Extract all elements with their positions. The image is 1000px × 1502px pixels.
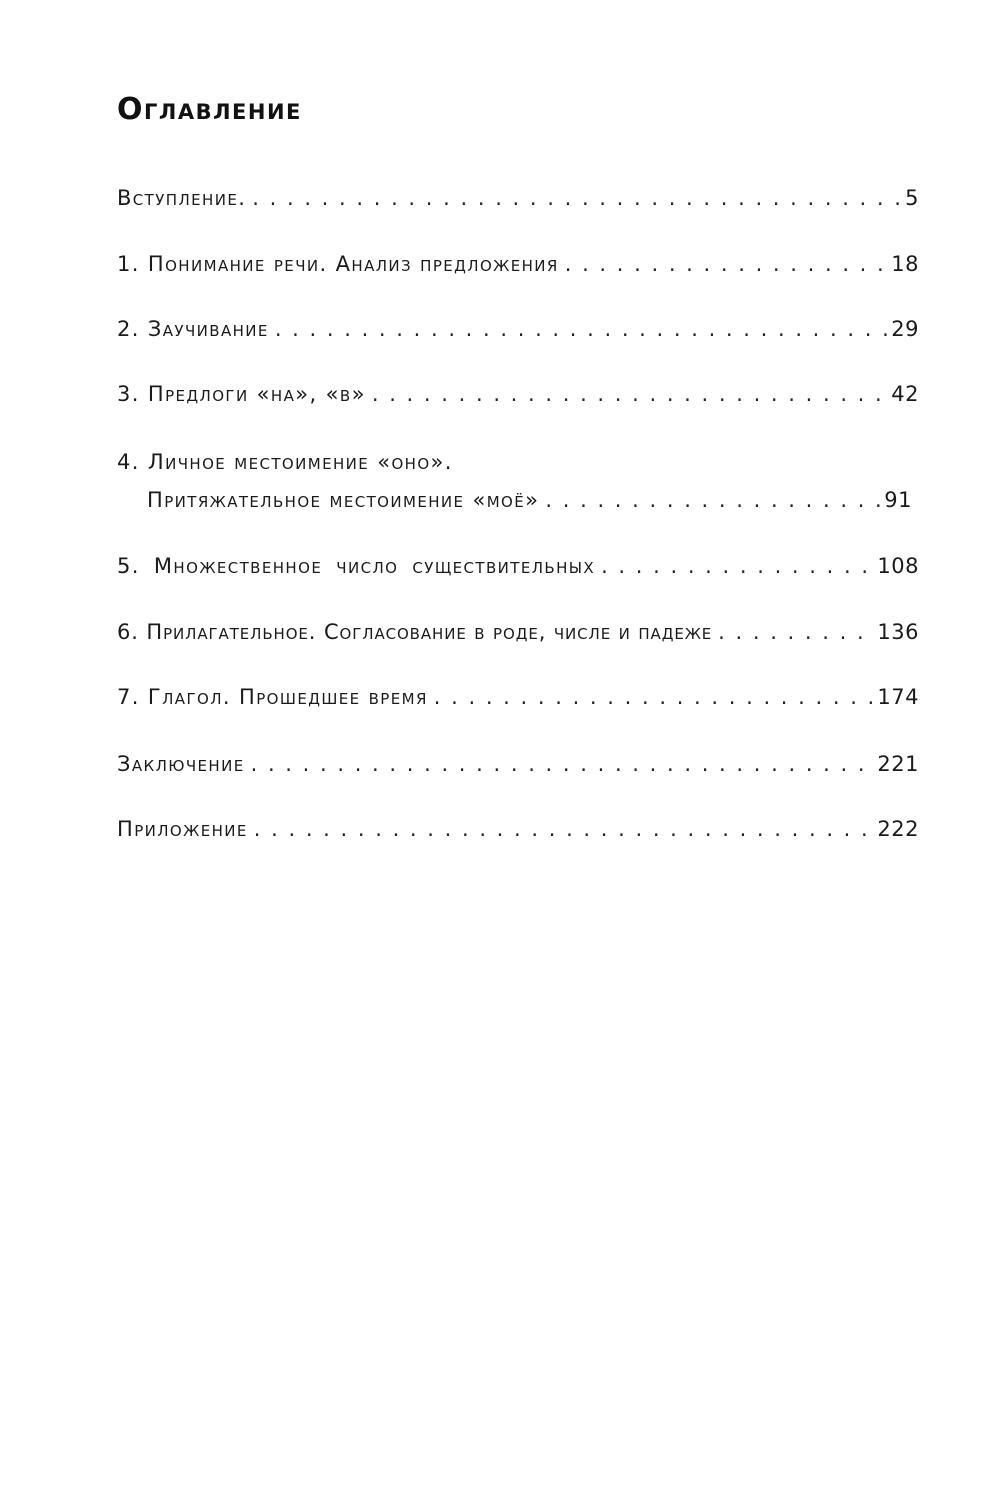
toc-entry-page-number: 174 [877, 685, 919, 709]
dot-leader [254, 817, 874, 841]
toc-entry-label: 6. Прилагательное. Согласование в роде, числе и падеже [117, 620, 713, 644]
dot-leader [601, 554, 873, 578]
dot-leader [545, 488, 880, 512]
dot-leader [434, 685, 874, 709]
toc-entry-page-number: 29 [891, 317, 919, 341]
toc-entry-chapter-1[interactable] [117, 252, 919, 286]
toc-entry-label: Заключение [117, 752, 245, 776]
toc-entry-page-number: 108 [877, 554, 919, 578]
toc-entry-page-number: 91 [884, 488, 912, 512]
toc-entry-chapter-2[interactable] [117, 317, 919, 351]
toc-entry-introduction[interactable] [117, 186, 919, 220]
toc-entry-page-number: 221 [877, 752, 919, 776]
toc-entry-page-number: 42 [891, 382, 919, 406]
toc-entry-conclusion[interactable] [117, 752, 919, 786]
toc-entry-label: Притяжательное местоимение «моё» [147, 488, 540, 512]
toc-entry-label: 1. Понимание речи. Анализ предложения [117, 252, 559, 276]
toc-entry-chapter-3[interactable] [117, 382, 919, 416]
toc-entry-label: 7. Глагол. Прошедшее время [117, 685, 428, 709]
dot-leader [275, 317, 887, 341]
dot-leader [251, 752, 874, 776]
dot-leader [372, 382, 887, 406]
toc-entry-label: 5. Множественное число существительных [117, 554, 596, 578]
toc-entry-label: Приложение [117, 817, 248, 841]
toc-entry-page-number: 18 [891, 252, 919, 276]
page-title: Оглавление [117, 92, 302, 128]
toc-entry-label: 3. Предлоги «на», «в» [117, 382, 366, 406]
toc-entry-chapter-6[interactable] [117, 620, 919, 654]
toc-entry-appendix[interactable] [117, 817, 919, 851]
toc-entry-label: 4. Личное местоимение «оно». [117, 450, 453, 474]
toc-entry-chapter-4-line-1[interactable] [117, 450, 919, 484]
dot-leader [252, 186, 901, 210]
toc-entry-chapter-4-line-2[interactable] [147, 488, 912, 522]
dot-leader [718, 620, 873, 644]
toc-entry-page-number: 5 [905, 186, 919, 210]
toc-entry-chapter-7[interactable] [117, 685, 919, 719]
toc-entry-chapter-5[interactable] [117, 554, 919, 588]
toc-entry-label: Вступление. [117, 186, 247, 210]
toc-entry-label: 2. Заучивание [117, 317, 269, 341]
toc-entry-page-number: 136 [877, 620, 919, 644]
toc-entry-page-number: 222 [877, 817, 919, 841]
dot-leader [565, 252, 888, 276]
